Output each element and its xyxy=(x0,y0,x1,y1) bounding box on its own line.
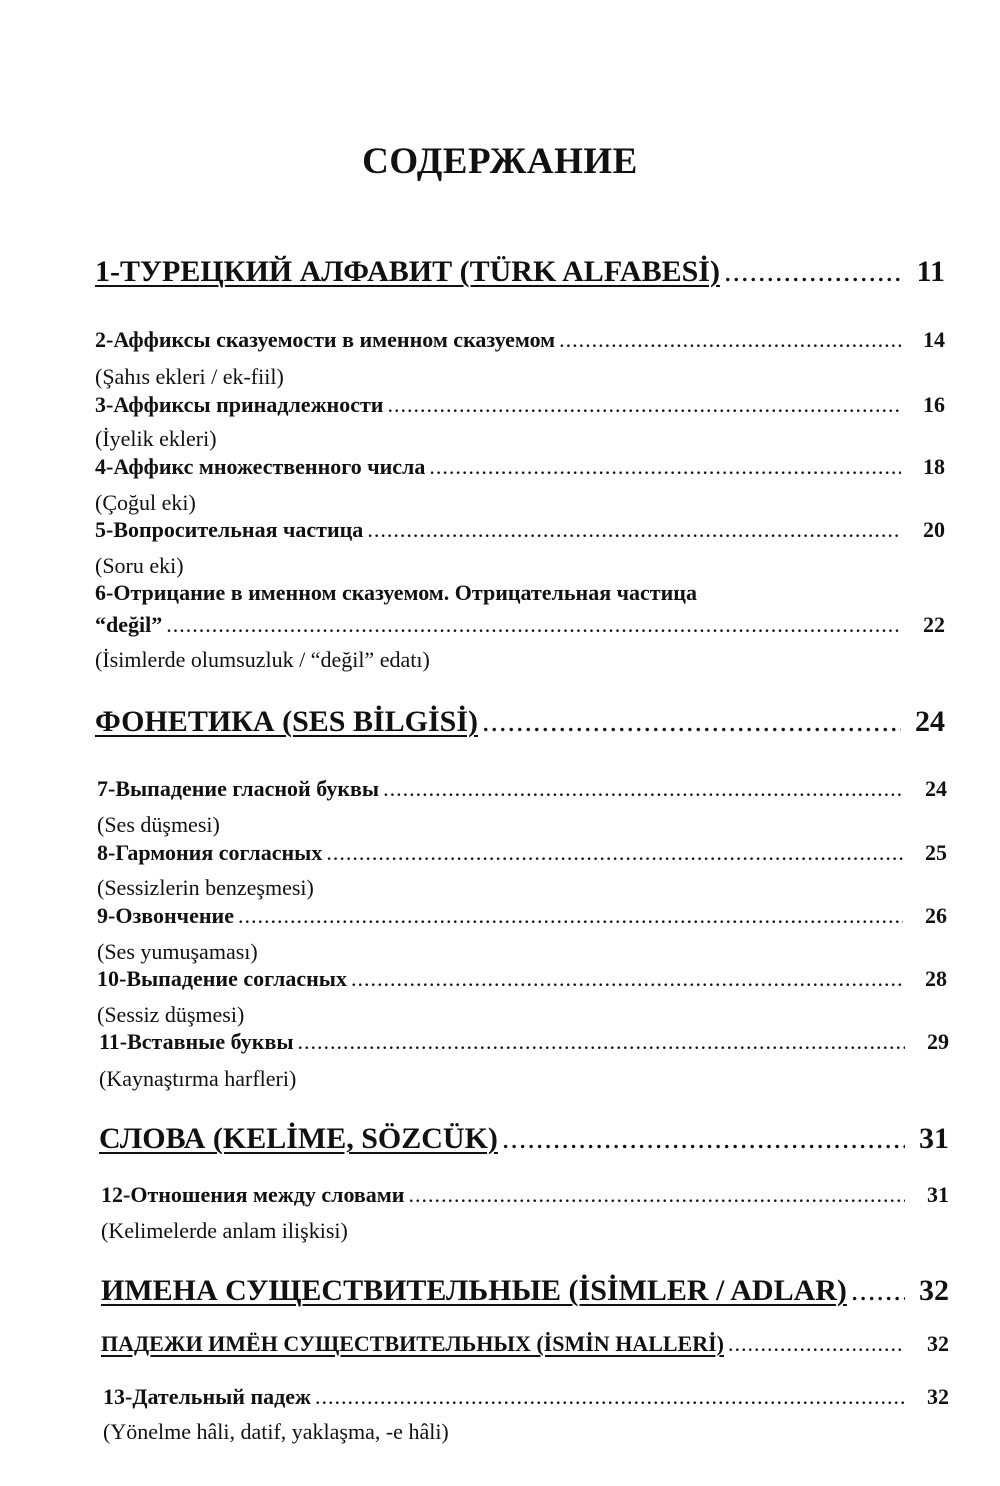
dot-leader xyxy=(238,903,903,929)
dot-leader xyxy=(166,612,901,638)
toc-entry xyxy=(95,454,945,480)
toc-section-words xyxy=(99,1122,949,1156)
page-number: 26 xyxy=(925,903,947,928)
entry-subtitle: (Ses düşmesi) xyxy=(97,812,220,837)
entry-title: 9-Озвончение xyxy=(97,903,234,928)
entry-subtitle: (Soru eki) xyxy=(95,553,184,578)
page-number: 32 xyxy=(919,1274,949,1307)
entry-title: 10-Выпадение согласных xyxy=(97,966,347,991)
section-title: ПАДЕЖИ ИМЁН СУЩЕСТВИТЕЛЬНЫХ (İSMİN HALLERİ) xyxy=(101,1331,724,1356)
entry-title: 7-Выпадение гласной буквы xyxy=(97,776,380,801)
page-number: 24 xyxy=(915,705,945,738)
toc-entry xyxy=(99,1029,949,1055)
entry-subtitle: (İyelik ekleri) xyxy=(95,426,217,451)
section-title: ФОНЕТИКА (SES BİLGİSİ) xyxy=(95,705,478,738)
toc-section-cases xyxy=(101,1331,949,1357)
toc-entry xyxy=(95,327,945,353)
entry-title: 5-Вопросительная частица xyxy=(95,517,364,542)
dot-leader xyxy=(351,966,903,992)
toc-entry xyxy=(97,903,947,929)
dot-leader xyxy=(367,517,901,543)
section-title: СЛОВА (KELİME, SÖZCÜK) xyxy=(99,1122,498,1155)
page-number: 31 xyxy=(927,1182,949,1207)
section-title: ИМЕНА СУЩЕСТВИТЕЛЬНЫЕ (İSİMLER / ADLAR) xyxy=(101,1274,847,1307)
entry-subtitle: (Çoğul eki) xyxy=(95,490,196,515)
dot-leader xyxy=(851,1274,905,1308)
dot-leader xyxy=(387,392,901,418)
page-number: 32 xyxy=(927,1384,949,1409)
page-number: 28 xyxy=(925,966,947,991)
page-number: 20 xyxy=(923,517,945,542)
entry-title: 8-Гармония согласных xyxy=(97,840,323,865)
page-title: СОДЕРЖАНИЕ xyxy=(362,141,638,182)
page-number: 32 xyxy=(927,1331,949,1356)
toc-entry xyxy=(95,517,945,543)
page-number: 16 xyxy=(923,392,945,417)
page-number: 31 xyxy=(919,1122,949,1155)
entry-title: 2-Аффиксы сказуемости в именном сказуемом xyxy=(95,327,556,352)
entry-subtitle: (Sessizlerin benzeşmesi) xyxy=(97,875,314,900)
toc-section-alphabet xyxy=(95,255,945,289)
page-number: 18 xyxy=(923,454,945,479)
dot-leader xyxy=(326,840,903,866)
page-number: 11 xyxy=(916,255,945,288)
page-number: 14 xyxy=(923,327,945,352)
entry-title: 4-Аффикс множественного числа xyxy=(95,454,426,479)
toc-entry xyxy=(101,1182,949,1208)
dot-leader xyxy=(383,776,903,802)
entry-subtitle: (Kaynaştırma harfleri) xyxy=(99,1066,297,1091)
entry-subtitle: (Yönelme hâli, datif, yaklaşma, -e hâli) xyxy=(103,1419,449,1444)
entry-title: 11-Вставные буквы xyxy=(99,1029,294,1054)
dot-leader xyxy=(559,327,901,353)
dot-leader xyxy=(298,1029,905,1055)
entry-subtitle: (Ses yumuşaması) xyxy=(97,939,258,964)
entry-subtitle: (Sessiz düşmesi) xyxy=(97,1002,245,1027)
entry-title: “değil” xyxy=(95,612,163,637)
entry-title: 13-Дательный падеж xyxy=(103,1384,311,1409)
page-number: 22 xyxy=(923,612,945,637)
dot-leader xyxy=(429,454,901,480)
entry-title: 3-Аффиксы принадлежности xyxy=(95,392,384,417)
dot-leader xyxy=(315,1384,905,1410)
dot-leader xyxy=(724,255,901,289)
toc-section-phonetics xyxy=(95,705,945,739)
page-number: 25 xyxy=(925,840,947,865)
entry-title-line1: 6-Отрицание в именном сказуемом. Отрицательная частица xyxy=(95,580,697,605)
section-title: 1-ТУРЕЦКИЙ АЛФАВИТ (TÜRK ALFABESİ) xyxy=(95,255,720,288)
dot-leader xyxy=(728,1331,905,1357)
entry-title: 12-Отношения между словами xyxy=(101,1182,405,1207)
entry-subtitle: (Şahıs ekleri / ek-fiil) xyxy=(95,364,284,389)
page-number: 24 xyxy=(925,776,947,801)
page-number: 29 xyxy=(927,1029,949,1054)
toc-entry xyxy=(95,392,945,418)
toc-entry xyxy=(97,840,947,866)
toc-entry xyxy=(103,1384,949,1410)
dot-leader xyxy=(502,1122,905,1156)
entry-subtitle: (İsimlerde olumsuzluk / “değil” edatı) xyxy=(95,647,430,672)
dot-leader xyxy=(482,705,901,739)
dot-leader xyxy=(408,1182,905,1208)
toc-entry xyxy=(95,612,945,638)
toc-section-nouns xyxy=(101,1274,949,1308)
toc-entry xyxy=(97,776,947,802)
entry-subtitle: (Kelimelerde anlam ilişkisi) xyxy=(101,1218,348,1243)
toc-entry xyxy=(97,966,947,992)
